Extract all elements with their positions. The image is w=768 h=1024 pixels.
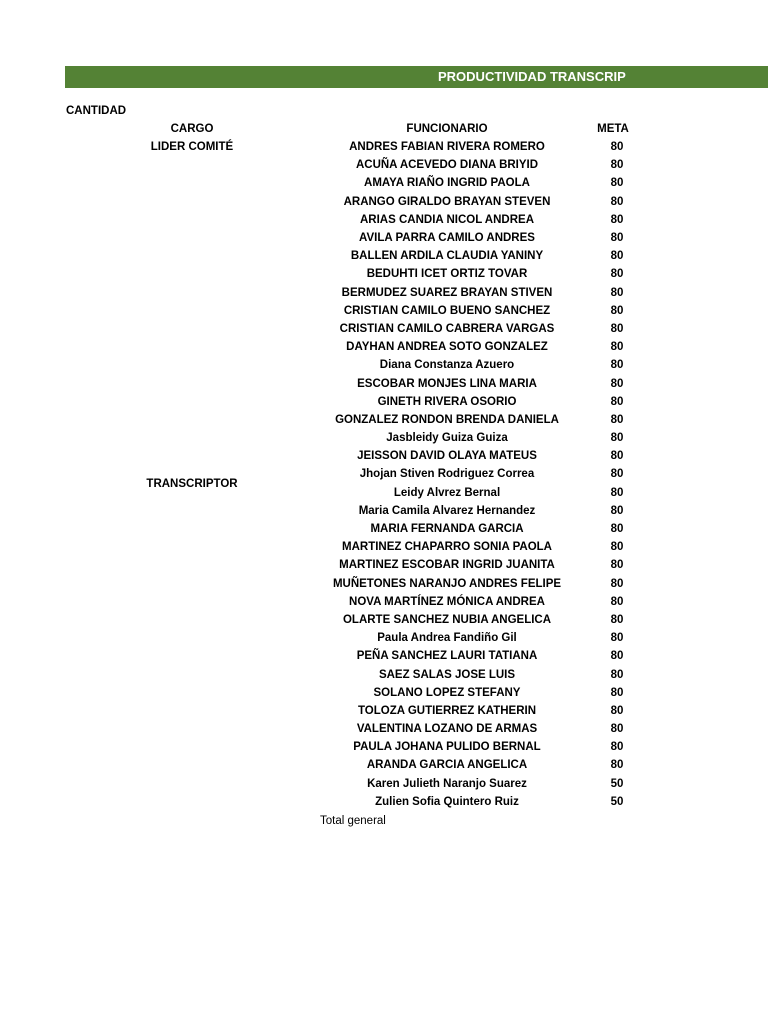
table-row	[320, 447, 643, 465]
meta-cell	[574, 159, 643, 171]
table-row	[320, 738, 643, 756]
meta-cell	[574, 632, 643, 644]
funcionario-cell: GONZALEZ RONDON BRENDA DANIELA	[335, 413, 559, 426]
meta-cell	[574, 196, 643, 208]
funcionario-cell: MARIA FERNANDA GARCIA	[370, 523, 524, 536]
funcionario-cell: BERMUDEZ SUAREZ BRAYAN STIVEN	[341, 286, 553, 299]
table-row	[320, 374, 643, 392]
meta-cell	[574, 468, 643, 480]
table-row	[320, 702, 643, 720]
funcionario-cell: DAYHAN ANDREA SOTO GONZALEZ	[346, 341, 548, 354]
meta-cell	[574, 505, 643, 517]
funcionario-cell: ACUÑA ACEVEDO DIANA BRIYID	[355, 159, 539, 172]
meta-cell	[574, 287, 643, 299]
table-row	[320, 775, 643, 793]
funcionario-cell: SOLANO LOPEZ STEFANY	[373, 686, 521, 699]
table-row	[320, 611, 643, 629]
funcionario-cell: SAEZ SALAS JOSE LUIS	[378, 668, 516, 681]
table-row	[320, 174, 643, 192]
table-row	[320, 793, 643, 811]
title-bar	[65, 66, 768, 88]
meta-cell	[574, 541, 643, 553]
meta-cell	[574, 741, 643, 753]
table-row	[320, 502, 643, 520]
table-row	[320, 138, 643, 156]
table-row	[320, 684, 643, 702]
table-row	[320, 756, 643, 774]
meta-cell	[574, 250, 643, 262]
total-general-label: Total general	[320, 815, 386, 827]
table-row	[320, 411, 643, 429]
table-row	[320, 156, 643, 174]
table-row	[320, 284, 643, 302]
meta-cell	[574, 177, 643, 189]
meta-value: 80	[610, 395, 624, 408]
funcionario-cell: OLARTE SANCHEZ NUBIA ANGELICA	[342, 613, 552, 626]
meta-cell	[574, 432, 643, 444]
meta-value: 80	[610, 377, 624, 390]
meta-value: 80	[610, 686, 624, 699]
meta-cell	[574, 669, 643, 681]
meta-value: 80	[610, 650, 624, 663]
funcionario-cell: Maria Camila Alvarez Hernandez	[358, 504, 536, 517]
meta-value: 80	[610, 195, 624, 208]
meta-value: 80	[610, 504, 624, 517]
meta-cell	[574, 414, 643, 426]
table-row	[320, 320, 643, 338]
table-row	[320, 265, 643, 283]
meta-value: 80	[610, 759, 624, 772]
funcionario-cell: MARTINEZ CHAPARRO SONIA PAOLA	[342, 541, 552, 554]
meta-cell	[574, 378, 643, 390]
meta-cell	[574, 614, 643, 626]
meta-value: 80	[610, 341, 624, 354]
meta-value: 80	[610, 359, 624, 372]
meta-value: 80	[610, 559, 624, 572]
funcionario-cell: Karen Julieth Naranjo Suarez	[367, 777, 527, 790]
funcionario-cell: TOLOZA GUTIERREZ KATHERIN	[357, 704, 537, 717]
table-row	[320, 247, 643, 265]
cargo-transcriptor: TRANSCRIPTOR	[146, 478, 238, 490]
funcionario-cell: CRISTIAN CAMILO CABRERA VARGAS	[339, 322, 555, 335]
meta-value: 80	[610, 450, 624, 463]
table-row	[320, 720, 643, 738]
table-row	[320, 465, 643, 483]
meta-value: 80	[610, 741, 624, 754]
meta-cell	[574, 323, 643, 335]
table-row	[320, 593, 643, 611]
meta-cell	[574, 268, 643, 280]
meta-value: 80	[610, 723, 624, 736]
funcionario-cell: MUÑETONES NARANJO ANDRES FELIPE	[332, 577, 562, 590]
meta-value: 80	[610, 322, 624, 335]
meta-value: 80	[610, 577, 624, 590]
table-row	[320, 575, 643, 593]
table-row	[320, 356, 643, 374]
meta-value: 80	[610, 432, 624, 445]
meta-value: 80	[610, 286, 624, 299]
meta-cell	[574, 487, 643, 499]
funcionario-cell: NOVA MARTÍNEZ MÓNICA ANDREA	[349, 595, 545, 608]
table-row	[320, 647, 643, 665]
meta-value: 80	[610, 468, 624, 481]
meta-value: 80	[610, 232, 624, 245]
meta-value: 80	[610, 304, 624, 317]
meta-cell	[574, 759, 643, 771]
meta-value: 80	[610, 250, 624, 263]
funcionario-cell: PAULA JOHANA PULIDO BERNAL	[353, 741, 541, 754]
meta-value: 50	[610, 777, 624, 790]
table-row	[320, 393, 643, 411]
meta-cell	[574, 596, 643, 608]
table-row	[320, 211, 643, 229]
meta-cell	[574, 141, 643, 153]
funcionario-table	[320, 138, 643, 811]
table-row	[320, 338, 643, 356]
meta-cell	[574, 359, 643, 371]
table-row	[320, 193, 643, 211]
table-row	[320, 484, 643, 502]
report-title: PRODUCTIVIDAD TRANSCRIP	[438, 69, 626, 84]
meta-value: 80	[610, 486, 624, 499]
funcionario-cell: AMAYA RIAÑO INGRID PAOLA	[364, 177, 530, 190]
funcionario-cell: Zulien Sofia Quintero Ruiz	[375, 795, 519, 808]
table-row	[320, 556, 643, 574]
meta-value: 80	[610, 177, 624, 190]
meta-cell	[574, 396, 643, 408]
meta-cell	[574, 305, 643, 317]
funcionario-cell: CRISTIAN CAMILO BUENO SANCHEZ	[343, 304, 551, 317]
meta-cell	[574, 578, 643, 590]
funcionario-cell: ARANGO GIRALDO BRAYAN STEVEN	[343, 195, 551, 208]
funcionario-cell: MARTINEZ ESCOBAR INGRID JUANITA	[339, 559, 555, 572]
funcionario-cell: PEÑA SANCHEZ LAURI TATIANA	[356, 650, 538, 663]
meta-cell	[574, 650, 643, 662]
funcionario-cell: GINETH RIVERA OSORIO	[377, 395, 517, 408]
funcionario-cell: Jhojan Stiven Rodriguez Correa	[359, 468, 535, 481]
meta-value: 80	[610, 413, 624, 426]
meta-value: 80	[610, 704, 624, 717]
funcionario-cell: BEDUHTI ICET ORTIZ TOVAR	[366, 268, 528, 281]
meta-value: 80	[610, 541, 624, 554]
meta-value: 80	[610, 595, 624, 608]
funcionario-cell: Diana Constanza Azuero	[379, 359, 515, 372]
table-row	[320, 538, 643, 556]
meta-cell	[574, 687, 643, 699]
meta-value: 80	[610, 613, 624, 626]
meta-value: 80	[610, 632, 624, 645]
meta-value: 80	[610, 159, 624, 172]
funcionario-cell: ARIAS CANDIA NICOL ANDREA	[360, 213, 534, 226]
meta-cell	[574, 796, 643, 808]
table-row	[320, 665, 643, 683]
funcionario-cell: BALLEN ARDILA CLAUDIA YANINY	[350, 250, 544, 263]
table-row	[320, 429, 643, 447]
meta-value: 80	[610, 668, 624, 681]
funcionario-cell: VALENTINA LOZANO DE ARMAS	[356, 723, 538, 736]
table-row	[320, 229, 643, 247]
meta-cell	[574, 232, 643, 244]
meta-value: 80	[610, 141, 624, 154]
funcionario-cell: ESCOBAR MONJES LINA MARIA	[357, 377, 537, 390]
meta-value: 80	[610, 213, 624, 226]
funcionario-cell: ARANDA GARCIA ANGELICA	[366, 759, 528, 772]
meta-cell	[574, 723, 643, 735]
meta-value: 50	[610, 795, 624, 808]
meta-cell	[574, 559, 643, 571]
meta-cell	[574, 214, 643, 226]
meta-cell	[574, 705, 643, 717]
funcionario-cell: ANDRES FABIAN RIVERA ROMERO	[349, 141, 545, 154]
cargo-lider-comite: LIDER COMITÉ	[150, 141, 234, 153]
funcionario-cell: JEISSON DAVID OLAYA MATEUS	[357, 450, 537, 463]
table-row	[320, 520, 643, 538]
funcionario-cell: Jasbleidy Guiza Guiza	[386, 432, 508, 445]
funcionario-cell: AVILA PARRA CAMILO ANDRES	[359, 232, 535, 245]
meta-cell	[574, 341, 643, 353]
meta-value: 80	[610, 523, 624, 536]
cantidad-label: CANTIDAD	[66, 105, 127, 117]
header-cargo: CARGO	[170, 123, 214, 135]
header-funcionario: FUNCIONARIO	[406, 123, 488, 135]
funcionario-cell: Leidy Alvrez Bernal	[393, 486, 501, 499]
meta-value: 80	[610, 268, 624, 281]
funcionario-cell: Paula Andrea Fandiño Gil	[377, 632, 517, 645]
table-row	[320, 629, 643, 647]
header-meta: META	[597, 123, 629, 135]
meta-cell	[574, 523, 643, 535]
meta-cell	[574, 450, 643, 462]
meta-cell	[574, 778, 643, 790]
table-row	[320, 302, 643, 320]
